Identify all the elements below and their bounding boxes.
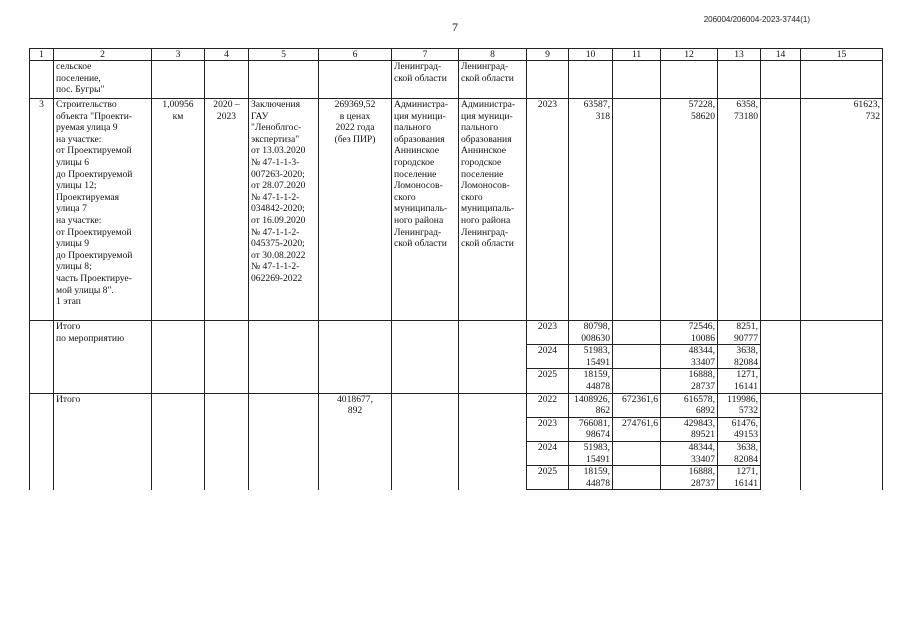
grand-total: 1408926, 862	[569, 393, 613, 417]
column-header: 1	[30, 49, 54, 61]
column-header: 4	[205, 49, 249, 61]
carryover-name: сельское поселение, пос. Бугры"	[54, 61, 152, 99]
column-header: 3	[152, 49, 205, 61]
measure-year: 2023	[527, 321, 569, 345]
grand-year: 2024	[527, 441, 569, 465]
item-local: 6358, 73180	[718, 99, 761, 321]
item-cost: 269369,52 в ценах 2022 года (без ПИР)	[319, 99, 392, 321]
measure-federal	[613, 321, 661, 345]
carryover-customer: Ленинград- ской области	[392, 61, 459, 99]
item-last: 61623, 732	[801, 99, 883, 321]
column-header: 11	[613, 49, 661, 61]
grand-federal: 274761,6	[613, 417, 661, 441]
column-header: 15	[801, 49, 883, 61]
grand-regional: 16888, 28737	[661, 466, 718, 490]
column-header: 5	[249, 49, 319, 61]
item-year: 2023	[527, 99, 569, 321]
grand-total: 18159, 44878	[569, 466, 613, 490]
column-number-row	[30, 49, 883, 61]
page-number: 7	[452, 20, 458, 34]
measure-total-row	[30, 321, 883, 345]
measure-local: 1271, 16141	[718, 369, 761, 393]
carryover-developer: Ленинград- ской области	[459, 61, 527, 99]
measure-federal	[613, 345, 661, 369]
document-id: 206004/206004-2023-3744(1)	[703, 15, 810, 24]
column-header: 14	[761, 49, 801, 61]
grand-regional: 429843, 89521	[661, 417, 718, 441]
column-header: 6	[319, 49, 392, 61]
grand-year: 2025	[527, 466, 569, 490]
column-header: 12	[661, 49, 718, 61]
grand-year: 2022	[527, 393, 569, 417]
grand-federal	[613, 441, 661, 465]
measure-total: 80798, 008630	[569, 321, 613, 345]
column-header: 2	[54, 49, 152, 61]
item-3-row	[30, 99, 883, 321]
grand-local: 3638, 82084	[718, 441, 761, 465]
grand-local: 119986, 5732	[718, 393, 761, 417]
grand-total-row	[30, 393, 883, 417]
item-total: 63587, 318	[569, 99, 613, 321]
column-header: 8	[459, 49, 527, 61]
item-capacity: 1,00956 км	[152, 99, 205, 321]
measure-total-label: Итого по мероприятию	[54, 321, 152, 394]
measure-local: 8251, 90777	[718, 321, 761, 345]
grand-year: 2023	[527, 417, 569, 441]
grand-federal	[613, 466, 661, 490]
item-federal	[613, 99, 661, 321]
column-header: 7	[392, 49, 459, 61]
grand-total: 766081, 98674	[569, 417, 613, 441]
grand-federal: 672361,6	[613, 393, 661, 417]
measure-local: 3638, 82084	[718, 345, 761, 369]
item-customer: Администра- ция муници- пального образования Аннинское городское поселение Ломоносов- ского муниципаль- ного района Ленинград- ской области	[392, 99, 459, 321]
column-header: 10	[569, 49, 613, 61]
carryover-row	[30, 61, 883, 99]
column-header: 13	[718, 49, 761, 61]
measure-regional: 16888, 28737	[661, 369, 718, 393]
grand-regional: 48344, 33407	[661, 441, 718, 465]
grand-local: 1271, 16141	[718, 466, 761, 490]
measure-year: 2025	[527, 369, 569, 393]
item-regional: 57228, 58620	[661, 99, 718, 321]
measure-total: 51983, 15491	[569, 345, 613, 369]
grand-local: 61476, 49153	[718, 417, 761, 441]
measure-federal	[613, 369, 661, 393]
item-number: 3	[30, 99, 54, 321]
measure-total: 18159, 44878	[569, 369, 613, 393]
budget-table	[29, 48, 883, 490]
item-conclusion: Заключения ГАУ "Леноблгос- экспертиза" от 13.03.2020 № 47-1-1-3- 007263-2020; от 28.07.2020 № 47-1-1-2- 034842-2020; от 16.09.2020 № 47-1-1-2- 045375-2020; от 30.08.2022 № 47-1-1-2- 062269-2022	[249, 99, 319, 321]
grand-total-label: Итого	[54, 393, 152, 490]
grand-total-cost: 4018677, 892	[319, 393, 392, 490]
column-header: 9	[527, 49, 569, 61]
item-period: 2020 – 2023	[205, 99, 249, 321]
measure-year: 2024	[527, 345, 569, 369]
grand-regional: 616578, 6892	[661, 393, 718, 417]
item-other	[761, 99, 801, 321]
measure-regional: 48344, 33407	[661, 345, 718, 369]
item-name: Строительство объекта "Проекти- руемая улица 9 на участке: от Проектируемой улицы 6 до Проектируемой улицы 12; Проектируемая улица 7 на участке: от Проектируемой улицы 9 до Проектируемой улицы 8; часть Проектируе- мой улицы 8". 1 этап	[54, 99, 152, 321]
item-developer: Администра- ция муници- пального образования Аннинское городское поселение Ломоносов- ского муниципаль- ного района Ленинград- ской области	[459, 99, 527, 321]
grand-total: 51983, 15491	[569, 441, 613, 465]
measure-regional: 72546, 10086	[661, 321, 718, 345]
